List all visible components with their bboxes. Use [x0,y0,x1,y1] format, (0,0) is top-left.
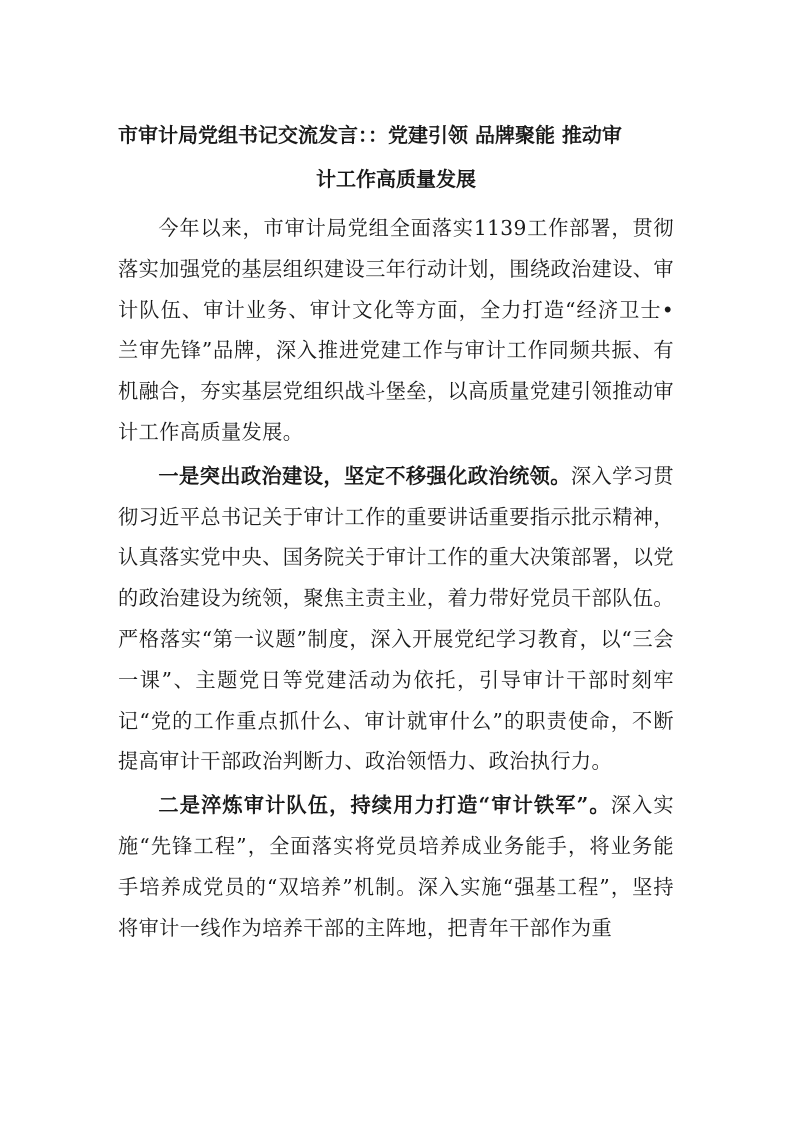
paragraph-audit-team [118,785,674,948]
paragraph-audit-team-lead: 二是淬炼审计队伍，持续用力打造“审计铁军”。 [158,793,611,818]
document-title-line-1: 市审计局党组书记交流发言：：党建引领 品牌聚能 推动审 [118,123,622,147]
paragraph-political-building-lead: 一是突出政治建设，坚定不移强化政治统领。 [158,463,571,488]
paragraph-audit-team-text: 深入实施“先锋工程”，全面落实将党员培养成业务能手，将业务能手培养成党员的“双培养”机制。深入实施“强基工程”，坚持将审计一线作为培养干部的主阵地，把青年干部作为重 [118,793,675,940]
document-title-line-2: 计工作高质量发展 [316,167,476,191]
document-title [118,113,674,201]
paragraph-intro [118,208,674,453]
paragraph-political-building-text: 深入学习贯彻习近平总书记关于审计工作的重要讲话重要指示批示精神，认真落实党中央、国务院关于审计工作的重大决策部署，以党的政治建设为统领，聚焦主责主业，着力带好党员干部队伍。严格落实“第一议题”制度，深入开展党纪学习教育，以“三会一课”、主题党日等党建活动为依托，引导审计干部时刻牢记“党的工作重点抓什么、审计就审什么”的职责使命，不断提高审计干部政治判断力、政治领悟力、政治执行力。 [118,463,674,774]
paragraph-intro-text: 今年以来，市审计局党组全面落实1139工作部署，贯彻落实加强党的基层组织建设三年行动计划，围绕政治建设、审计队伍、审计业务、审计文化等方面，全力打造“经济卫士•兰审先锋”品牌，深入推进党建工作与审计工作同频共振、有机融合，夯实基层党组织战斗堡垒，以高质量党建引领推动审计工作高质量发展。 [118,216,674,444]
document-body [118,208,674,951]
paragraph-political-building [118,456,674,782]
